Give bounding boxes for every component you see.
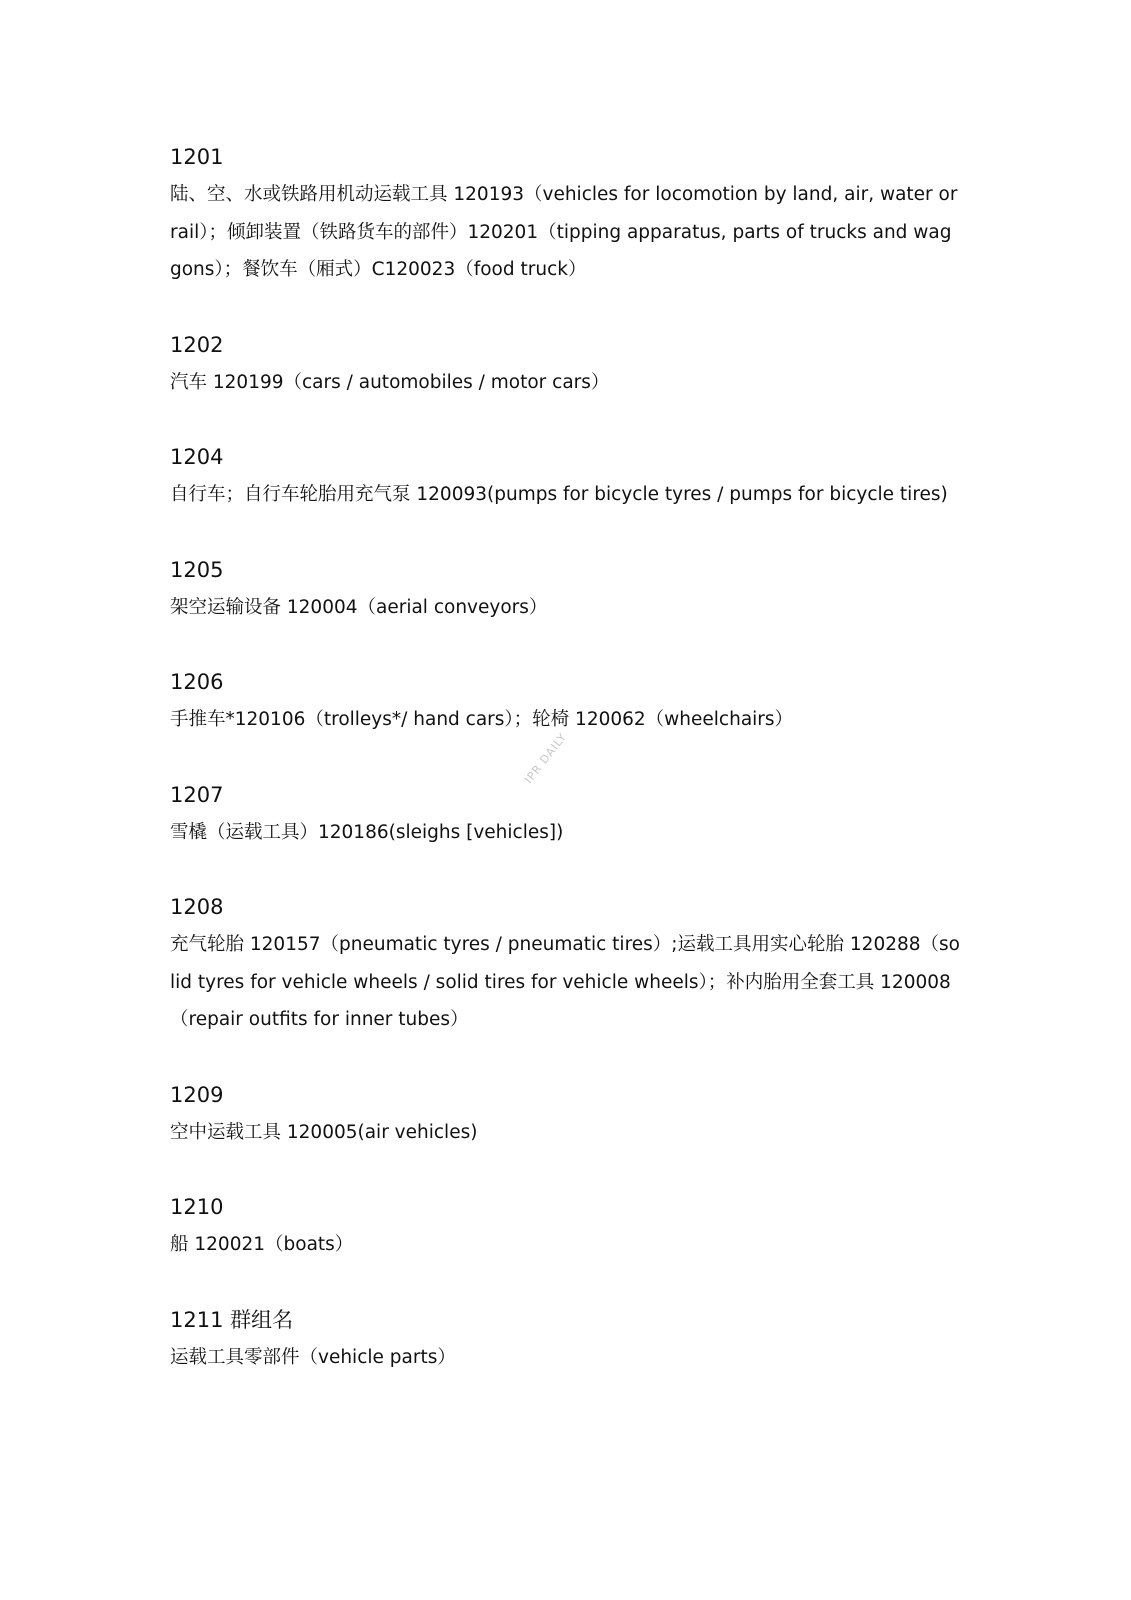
class-description: 空中运载工具 120005(air vehicles) xyxy=(170,1121,478,1143)
class-section-1211 xyxy=(170,1302,960,1377)
section-gap xyxy=(170,289,960,327)
section-gap xyxy=(170,514,960,552)
section-gap xyxy=(170,851,960,889)
class-description: 汽车 120199（cars / automobiles / motor cars） xyxy=(170,371,610,393)
class-description: 架空运输设备 120004（aerial conveyors） xyxy=(170,596,548,618)
class-code: 1211 群组名 xyxy=(170,1307,294,1332)
watermark: IPR DAILY xyxy=(522,730,570,787)
section-gap xyxy=(170,1264,960,1302)
class-description: 雪橇（运载工具）120186(sleighs [vehicles]) xyxy=(170,821,564,843)
class-section-1204 xyxy=(170,439,960,514)
class-code: 1202 xyxy=(170,332,224,357)
class-section-1202 xyxy=(170,327,960,402)
section-gap xyxy=(170,1039,960,1077)
class-code: 1201 xyxy=(170,145,224,169)
class-code: 1206 xyxy=(170,670,224,694)
class-code: 1209 xyxy=(170,1082,224,1107)
class-description: 自行车；自行车轮胎用充气泵 120093(pumps for bicycle tyres / pumps for bicycle tires) xyxy=(170,484,948,505)
class-code: 1210 xyxy=(170,1195,224,1219)
section-gap xyxy=(170,626,960,664)
class-section-1210 xyxy=(170,1189,960,1264)
document-page xyxy=(170,139,960,1376)
section-gap xyxy=(170,1151,960,1189)
class-description: 陆、空、水或铁路用机动运载工具 120193（vehicles for locomotion by land, air, water or rail）；倾卸装置（铁路货车的部件）120201（tipping apparatus, parts of trucks and waggons）；餐饮车（厢式）C120023（food truck） xyxy=(170,184,958,280)
class-section-1205 xyxy=(170,552,960,627)
class-section-1208 xyxy=(170,889,960,1039)
class-section-1207 xyxy=(170,777,960,852)
section-gap xyxy=(170,401,960,439)
class-section-1209 xyxy=(170,1077,960,1152)
class-code: 1207 xyxy=(170,782,224,807)
class-section-1206 xyxy=(170,664,960,739)
class-code: 1208 xyxy=(170,895,224,919)
class-code: 1205 xyxy=(170,557,224,582)
class-description: 运载工具零部件（vehicle parts） xyxy=(170,1346,456,1368)
class-description: 船 120021（boats） xyxy=(170,1234,354,1255)
class-code: 1204 xyxy=(170,445,224,469)
class-description: 充气轮胎 120157（pneumatic tyres / pneumatic tires）;运载工具用实心轮胎 120288（solid tyres for vehicle wheels / solid tires for vehicle wheels）；补内胎用全套工具 120008（repair outfits for inner tubes） xyxy=(170,934,960,1030)
section-gap xyxy=(170,739,960,777)
class-description: 手推车*120106（trolleys*/ hand cars）；轮椅 120062（wheelchairs） xyxy=(170,709,794,730)
class-section-1201 xyxy=(170,139,960,289)
